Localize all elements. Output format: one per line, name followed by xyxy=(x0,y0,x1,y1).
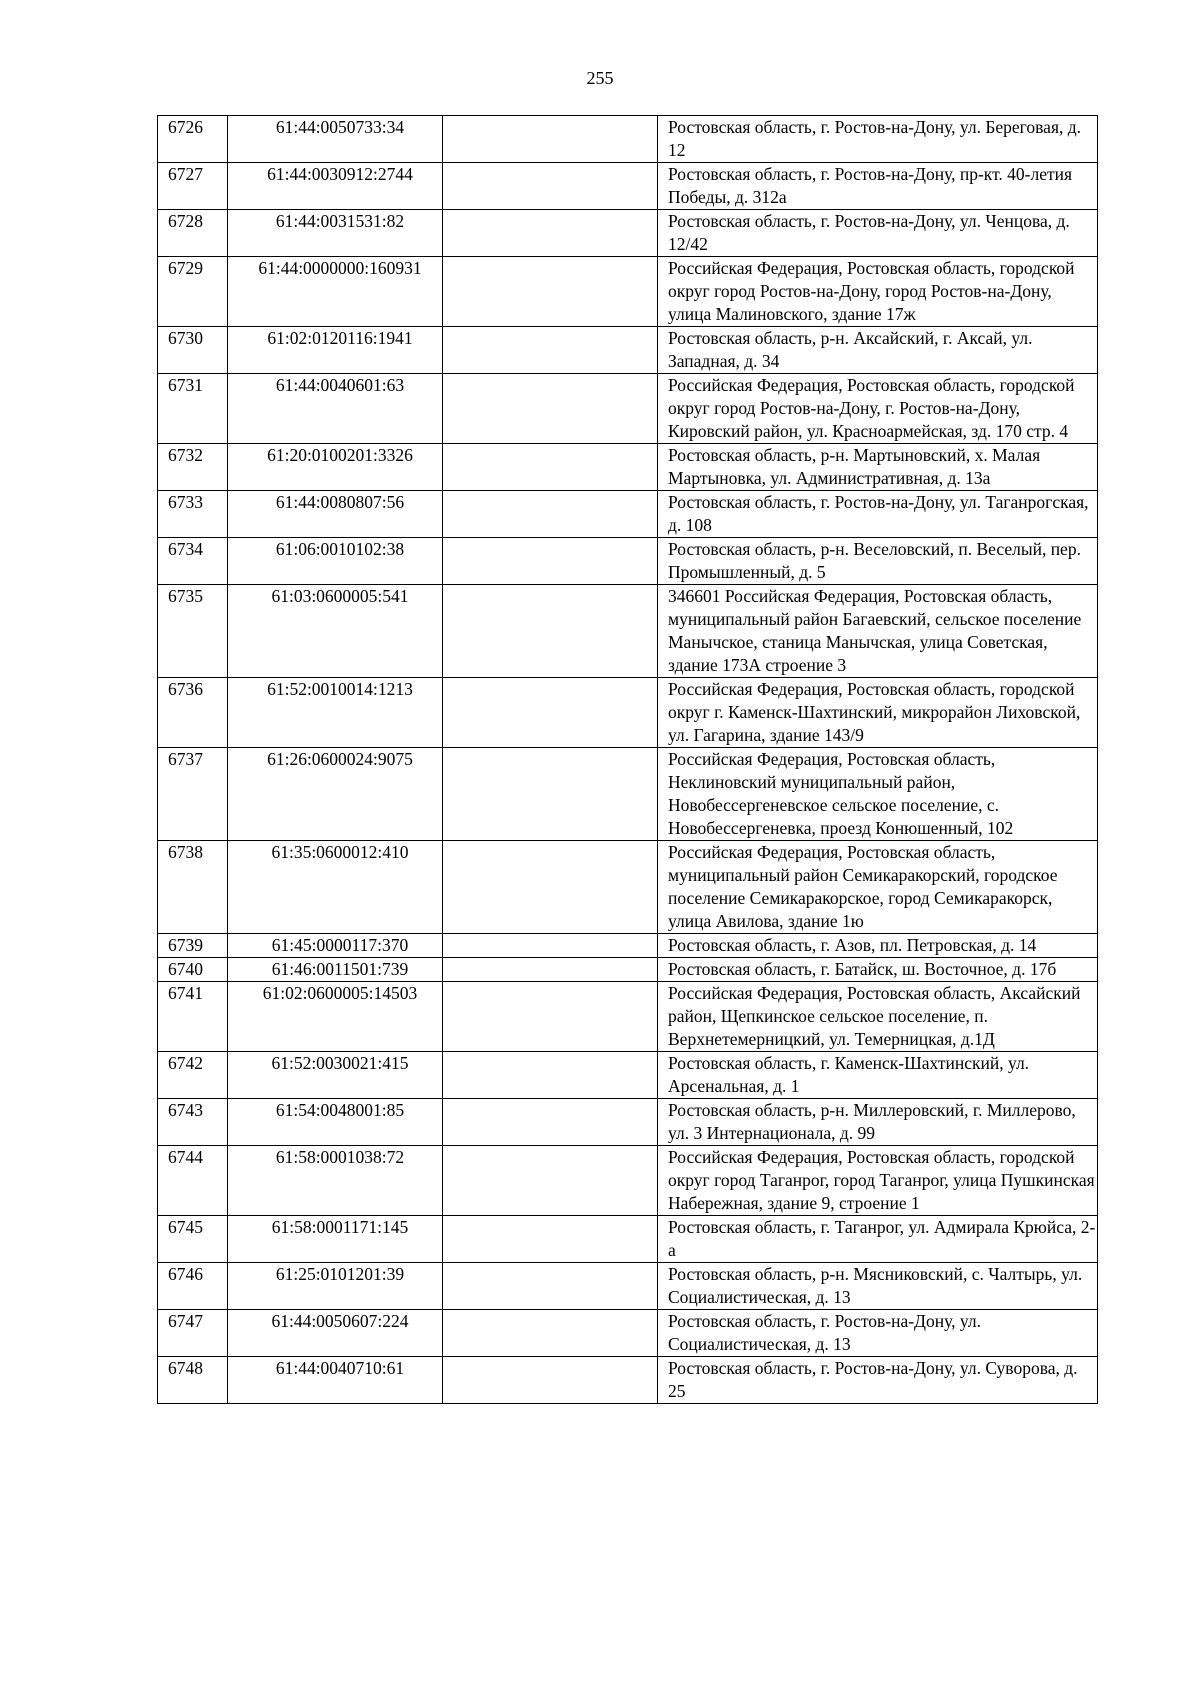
address-cell: Российская Федерация, Ростовская область, Неклиновский муниципальный район, Новобессергеневское сельское поселение, с. Новобессергеневка, проезд Конюшенный, 102 xyxy=(658,748,1098,841)
page-number: 255 xyxy=(586,68,614,88)
table-row xyxy=(158,1216,1098,1263)
cadastral-number-cell: 61:26:0600024:9075 xyxy=(228,748,443,841)
table-row xyxy=(158,327,1098,374)
cadastral-number-cell: 61:44:0050607:224 xyxy=(228,1310,443,1357)
table-row xyxy=(158,116,1098,163)
empty-cell xyxy=(443,748,658,841)
address-cell: Ростовская область, г. Азов, пл. Петровская, д. 14 xyxy=(658,934,1098,958)
row-number-cell: 6728 xyxy=(158,210,228,257)
row-number-cell: 6726 xyxy=(158,116,228,163)
address-cell: Ростовская область, г. Ростов-на-Дону, ул. Таганрогская, д. 108 xyxy=(658,491,1098,538)
empty-cell xyxy=(443,1216,658,1263)
empty-cell xyxy=(443,841,658,934)
cadastral-number-cell: 61:54:0048001:85 xyxy=(228,1099,443,1146)
table-row xyxy=(158,1263,1098,1310)
row-number-cell: 6748 xyxy=(158,1357,228,1404)
cadastral-number-cell: 61:44:0030912:2744 xyxy=(228,163,443,210)
cadastral-number-cell: 61:46:0011501:739 xyxy=(228,958,443,982)
empty-cell xyxy=(443,163,658,210)
table-row xyxy=(158,1099,1098,1146)
address-cell: Ростовская область, г. Ростов-на-Дону, ул. Ченцова, д. 12/42 xyxy=(658,210,1098,257)
cadastral-number-cell: 61:44:0080807:56 xyxy=(228,491,443,538)
empty-cell xyxy=(443,210,658,257)
cadastral-number-cell: 61:02:0600005:14503 xyxy=(228,982,443,1052)
address-cell: Ростовская область, г. Ростов-на-Дону, ул. Береговая, д. 12 xyxy=(658,116,1098,163)
registry-table xyxy=(157,115,1098,1404)
table-row xyxy=(158,1146,1098,1216)
row-number-cell: 6746 xyxy=(158,1263,228,1310)
address-cell: Ростовская область, г. Каменск-Шахтинский, ул. Арсенальная, д. 1 xyxy=(658,1052,1098,1099)
address-cell: Российская Федерация, Ростовская область, городской округ город Таганрог, город Таганрог, улица Пушкинская Набережная, здание 9, строение 1 xyxy=(658,1146,1098,1216)
empty-cell xyxy=(443,1263,658,1310)
row-number-cell: 6744 xyxy=(158,1146,228,1216)
table-row xyxy=(158,1357,1098,1404)
cadastral-number-cell: 61:58:0001038:72 xyxy=(228,1146,443,1216)
cadastral-number-cell: 61:06:0010102:38 xyxy=(228,538,443,585)
cadastral-number-cell: 61:44:0050733:34 xyxy=(228,116,443,163)
table-row xyxy=(158,934,1098,958)
cadastral-number-cell: 61:20:0100201:3326 xyxy=(228,444,443,491)
table-row xyxy=(158,374,1098,444)
empty-cell xyxy=(443,327,658,374)
address-cell: 346601 Российская Федерация, Ростовская область, муниципальный район Багаевский, сельское поселение Манычское, станица Манычская, улица Советская, здание 173А строение 3 xyxy=(658,585,1098,678)
address-cell: Ростовская область, р-н. Мясниковский, с. Чалтырь, ул. Социалистическая, д. 13 xyxy=(658,1263,1098,1310)
cadastral-number-cell: 61:03:0600005:541 xyxy=(228,585,443,678)
empty-cell xyxy=(443,958,658,982)
row-number-cell: 6742 xyxy=(158,1052,228,1099)
address-cell: Ростовская область, г. Батайск, ш. Восточное, д. 17б xyxy=(658,958,1098,982)
row-number-cell: 6737 xyxy=(158,748,228,841)
row-number-cell: 6736 xyxy=(158,678,228,748)
row-number-cell: 6735 xyxy=(158,585,228,678)
row-number-cell: 6733 xyxy=(158,491,228,538)
empty-cell xyxy=(443,982,658,1052)
row-number-cell: 6745 xyxy=(158,1216,228,1263)
table-row xyxy=(158,1052,1098,1099)
cadastral-number-cell: 61:58:0001171:145 xyxy=(228,1216,443,1263)
table-row xyxy=(158,585,1098,678)
cadastral-number-cell: 61:52:0010014:1213 xyxy=(228,678,443,748)
address-cell: Ростовская область, р-н. Миллеровский, г. Миллерово, ул. 3 Интернационала, д. 99 xyxy=(658,1099,1098,1146)
row-number-cell: 6727 xyxy=(158,163,228,210)
cadastral-number-cell: 61:44:0040601:63 xyxy=(228,374,443,444)
empty-cell xyxy=(443,1310,658,1357)
table-row xyxy=(158,163,1098,210)
table-row xyxy=(158,257,1098,327)
empty-cell xyxy=(443,934,658,958)
empty-cell xyxy=(443,1357,658,1404)
cadastral-number-cell: 61:02:0120116:1941 xyxy=(228,327,443,374)
empty-cell xyxy=(443,678,658,748)
address-cell: Ростовская область, г. Таганрог, ул. Адмирала Крюйса, 2-а xyxy=(658,1216,1098,1263)
address-cell: Ростовская область, р-н. Аксайский, г. Аксай, ул. Западная, д. 34 xyxy=(658,327,1098,374)
table-row xyxy=(158,210,1098,257)
cadastral-number-cell: 61:35:0600012:410 xyxy=(228,841,443,934)
row-number-cell: 6730 xyxy=(158,327,228,374)
table-row xyxy=(158,1310,1098,1357)
cadastral-number-cell: 61:44:0040710:61 xyxy=(228,1357,443,1404)
address-cell: Ростовская область, р-н. Веселовский, п. Веселый, пер. Промышленный, д. 5 xyxy=(658,538,1098,585)
empty-cell xyxy=(443,116,658,163)
address-cell: Ростовская область, г. Ростов-на-Дону, ул. Суворова, д. 25 xyxy=(658,1357,1098,1404)
row-number-cell: 6738 xyxy=(158,841,228,934)
row-number-cell: 6732 xyxy=(158,444,228,491)
row-number-cell: 6731 xyxy=(158,374,228,444)
cadastral-number-cell: 61:25:0101201:39 xyxy=(228,1263,443,1310)
address-cell: Российская Федерация, Ростовская область, муниципальный район Семикаракорский, городское поселение Семикаракорское, город Семикаракорск, улица Авилова, здание 1ю xyxy=(658,841,1098,934)
cadastral-number-cell: 61:44:0000000:160931 xyxy=(228,257,443,327)
empty-cell xyxy=(443,538,658,585)
empty-cell xyxy=(443,585,658,678)
row-number-cell: 6740 xyxy=(158,958,228,982)
table-row xyxy=(158,444,1098,491)
empty-cell xyxy=(443,491,658,538)
table-row xyxy=(158,982,1098,1052)
empty-cell xyxy=(443,1146,658,1216)
table-row xyxy=(158,538,1098,585)
address-cell: Ростовская область, г. Ростов-на-Дону, пр-кт. 40-летия Победы, д. 312а xyxy=(658,163,1098,210)
table-row xyxy=(158,678,1098,748)
row-number-cell: 6739 xyxy=(158,934,228,958)
row-number-cell: 6747 xyxy=(158,1310,228,1357)
address-cell: Российская Федерация, Ростовская область, городской округ город Ростов-на-Дону, город Ростов-на-Дону, улица Малиновского, здание 17ж xyxy=(658,257,1098,327)
address-cell: Российская Федерация, Ростовская область, Аксайский район, Щепкинское сельское поселение, п. Верхнетемерницкий, ул. Темерницкая, д.1Д xyxy=(658,982,1098,1052)
empty-cell xyxy=(443,374,658,444)
table-row xyxy=(158,491,1098,538)
cadastral-number-cell: 61:52:0030021:415 xyxy=(228,1052,443,1099)
address-cell: Ростовская область, г. Ростов-на-Дону, ул. Социалистическая, д. 13 xyxy=(658,1310,1098,1357)
cadastral-number-cell: 61:45:0000117:370 xyxy=(228,934,443,958)
row-number-cell: 6729 xyxy=(158,257,228,327)
table-row xyxy=(158,841,1098,934)
address-cell: Российская Федерация, Ростовская область, городской округ город Ростов-на-Дону, г. Ростов-на-Дону, Кировский район, ул. Красноармейская, зд. 170 стр. 4 xyxy=(658,374,1098,444)
empty-cell xyxy=(443,1052,658,1099)
empty-cell xyxy=(443,1099,658,1146)
cadastral-number-cell: 61:44:0031531:82 xyxy=(228,210,443,257)
table-row xyxy=(158,748,1098,841)
row-number-cell: 6741 xyxy=(158,982,228,1052)
empty-cell xyxy=(443,257,658,327)
address-cell: Российская Федерация, Ростовская область, городской округ г. Каменск-Шахтинский, микрорайон Лиховской, ул. Гагарина, здание 143/9 xyxy=(658,678,1098,748)
empty-cell xyxy=(443,444,658,491)
table-row xyxy=(158,958,1098,982)
address-cell: Ростовская область, р-н. Мартыновский, х. Малая Мартыновка, ул. Административная, д. 13а xyxy=(658,444,1098,491)
row-number-cell: 6734 xyxy=(158,538,228,585)
row-number-cell: 6743 xyxy=(158,1099,228,1146)
registry-table-body xyxy=(158,116,1098,1404)
